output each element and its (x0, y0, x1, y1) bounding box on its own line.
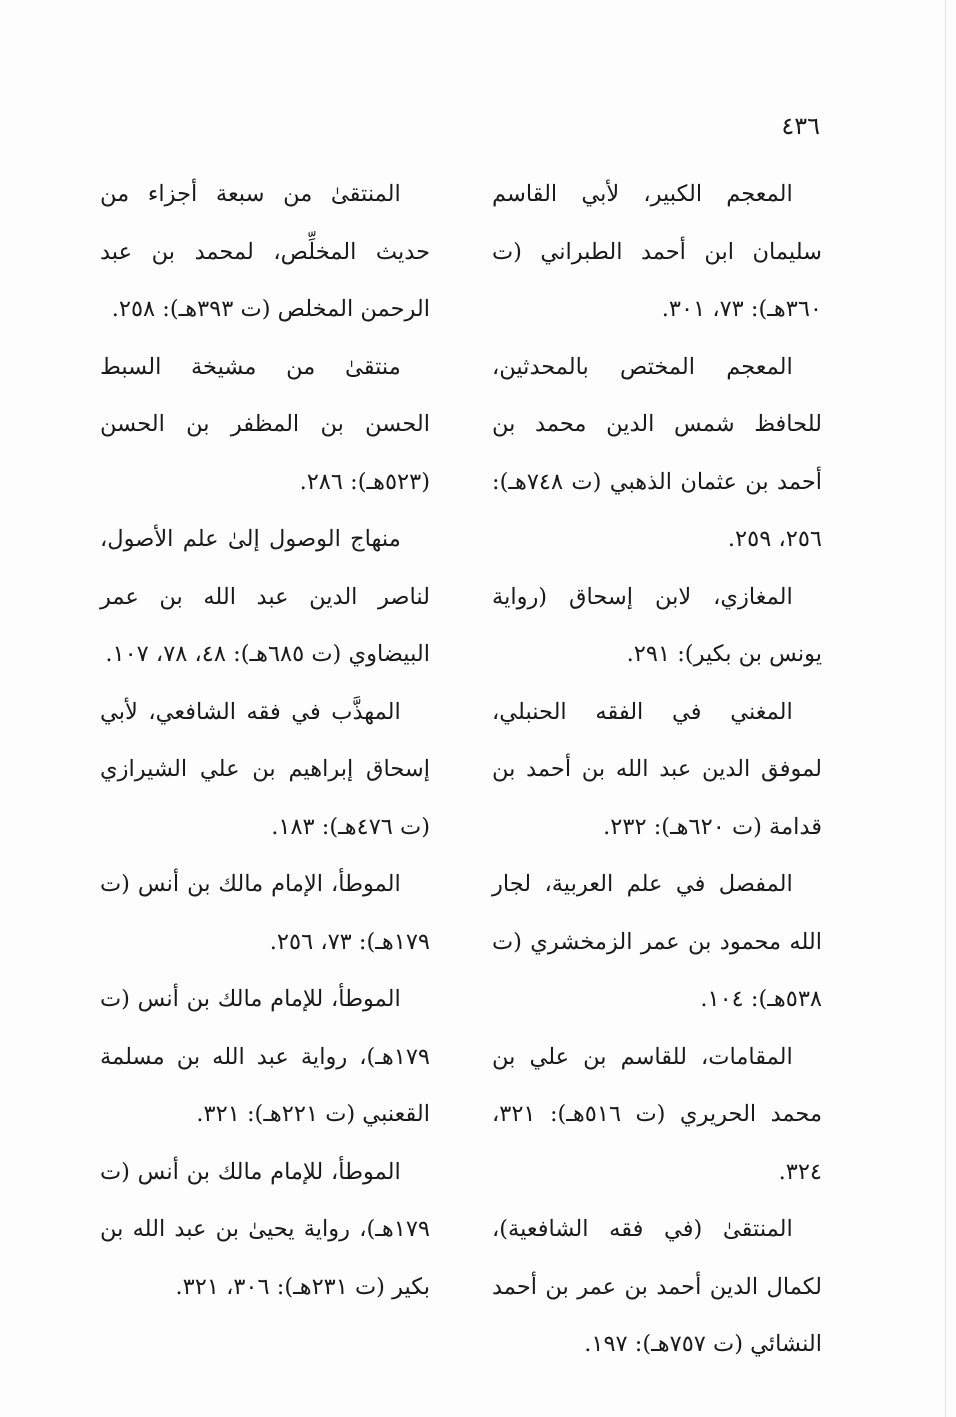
index-entry: المغازي، لابن إسحاق (رواية يونس بن بكير): ٢٩١. (492, 583, 822, 667)
page-number: ٤٣٦ (781, 112, 820, 140)
page-edge-line (945, 0, 946, 1417)
index-entry: المقامات، للقاسم بن علي بن محمد الحريري (ت ٥١٦هـ): ٣٢١، ٣٢٤. (492, 1043, 822, 1185)
index-column-right (492, 166, 822, 1374)
index-column-left (100, 166, 430, 1316)
index-entry: المفصل في علم العربية، لجار الله محمود بن عمر الزمخشري (ت ٥٣٨هـ): ١٠٤. (492, 871, 822, 1012)
index-entry: المعجم الكبير، لأبي القاسم سليمان ابن أحمد الطبراني (ت ٣٦٠هـ): ٧٣، ٣٠١. (492, 181, 822, 322)
index-entry: المهذَّب في فقه الشافعي، لأبي إسحاق إبراهيم بن علي الشيرازي (ت ٤٧٦هـ): ١٨٣. (100, 698, 430, 840)
index-entry: منهاج الوصول إلىٰ علم الأصول، لناصر الدين عبد الله بن عمر البيضاوي (ت ٦٨٥هـ): ٤٨، ٧٨، ١٠٧. (100, 526, 430, 667)
index-entry: الموطأ، للإمام مالك بن أنس (ت ١٧٩هـ)، رواية يحيىٰ بن عبد الله بن بكير (ت ٢٣١هـ): ٣٠٦، ٣٢١. (100, 1158, 430, 1300)
index-entry: الموطأ، الإمام مالك بن أنس (ت ١٧٩هـ): ٧٣، ٢٥٦. (100, 871, 430, 955)
index-entry: الموطأ، للإمام مالك بن أنس (ت ١٧٩هـ)، رواية عبد الله بن مسلمة القعنبي (ت ٢٢١هـ): ٣٢١. (100, 986, 430, 1127)
index-entry: المعجم المختص بالمحدثين، للحافظ شمس الدين محمد بن أحمد بن عثمان الذهبي (ت ٧٤٨هـ): ٢٥٦، ٢٥٩. (492, 353, 822, 552)
index-entry: منتقىٰ من مشيخة السبط الحسن بن المظفر بن الحسن (٥٢٣هـ): ٢٨٦. (100, 353, 430, 495)
index-entry: المغني في الفقه الحنبلي، لموفق الدين عبد الله بن أحمد بن قدامة (ت ٦٢٠هـ): ٢٣٢. (492, 698, 822, 840)
index-entry: المنتقىٰ من سبعة أجزاء من حديث المخلِّص، لمحمد بن عبد الرحمن المخلص (ت ٣٩٣هـ): ٢٥٨. (100, 181, 430, 322)
index-entry: المنتقىٰ (في فقه الشافعية)، لكمال الدين أحمد بن عمر بن أحمد النشائي (ت ٧٥٧هـ): ١٩٧. (492, 1216, 822, 1357)
